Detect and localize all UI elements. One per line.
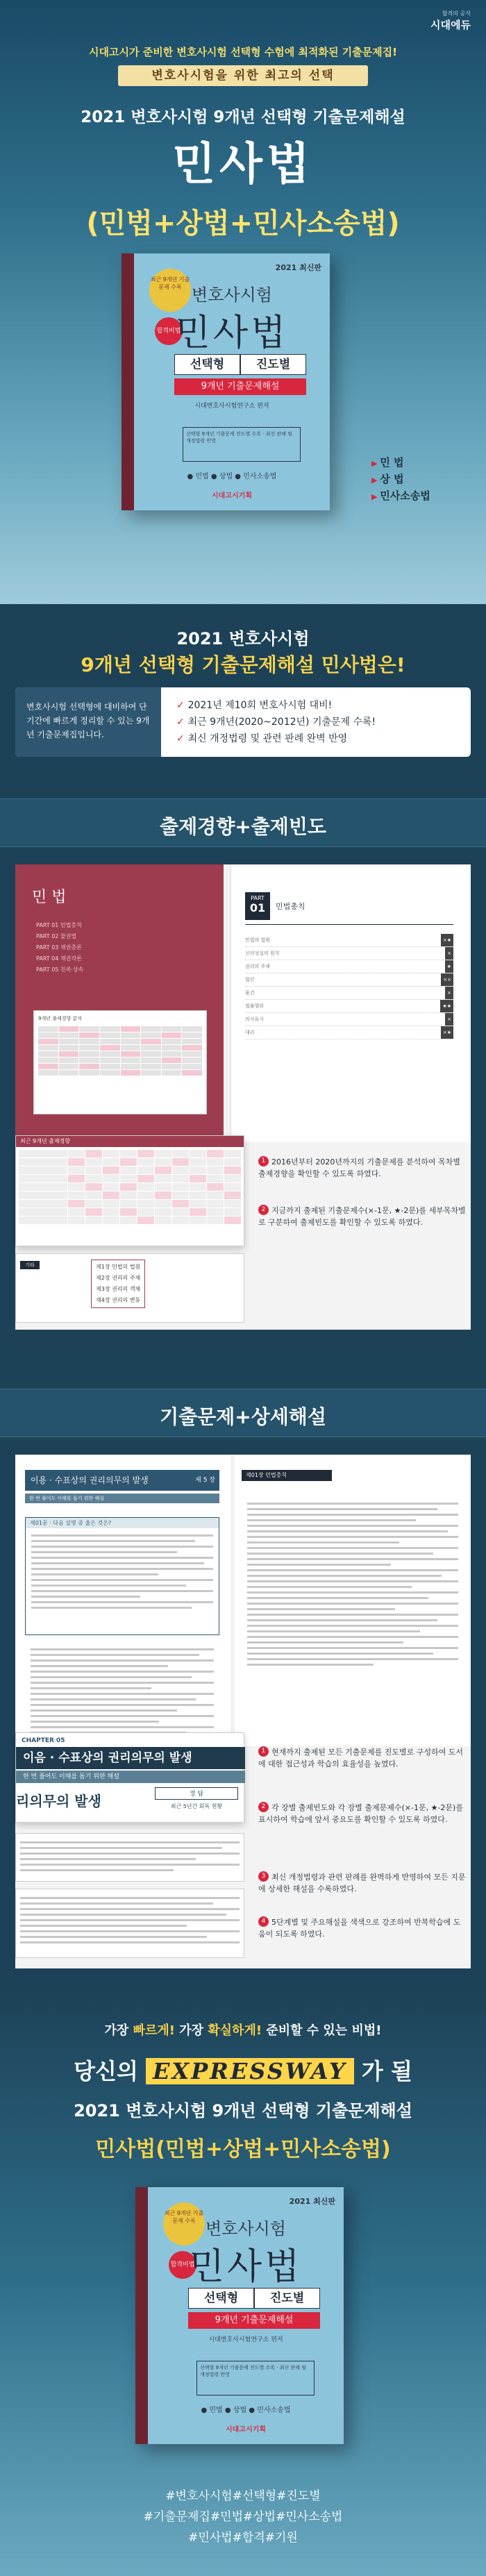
feature-box	[15, 687, 471, 757]
divider	[245, 924, 453, 925]
question-text	[26, 1528, 219, 1615]
brand-name: 시대에듀	[430, 19, 471, 31]
toc-line: PART 02 물권법	[36, 933, 77, 939]
subject-list	[371, 455, 430, 505]
book-name: 민사법	[175, 312, 289, 354]
book-publisher: 시대고시기획	[226, 2426, 266, 2434]
question-page-right	[235, 1455, 471, 1746]
zoom-chapter: CHAPTER 05	[22, 1737, 65, 1744]
chapter-badge	[245, 892, 270, 920]
answer-text	[25, 1642, 219, 1740]
zoom-explanation-2	[15, 1889, 244, 1958]
trend-table-title: 9개년 출제경향 분석	[38, 1016, 82, 1021]
explanation-text	[242, 1496, 464, 1672]
toc-line: PART 03 채권총론	[36, 944, 82, 951]
feature-summary: 변호사시험 선택형에 대비하여 단기간에 빠르게 정리할 수 있는 9개년 기출문제집입니다.	[15, 687, 161, 757]
chapter-label: PART	[251, 895, 265, 901]
zoom-answer-note: 최근 5년간 회독 현황	[170, 1803, 223, 1809]
chapter-row: 대리 ×★	[245, 1026, 453, 1039]
chapter-row: 권리의 주체 ★	[245, 960, 453, 973]
hero-title: 민사법	[172, 139, 314, 190]
section-header-trend	[0, 798, 486, 847]
question-preview	[15, 1455, 471, 1968]
zoom-chapter-title: 이음 · 수표상의 권리의무의 발생	[16, 1747, 245, 1769]
feature-point: ✓ 최근 9개년(2020~2012년) 기출문제 수록!	[176, 714, 376, 730]
subject-item: ▶ 상 법	[371, 471, 430, 488]
book-year: 2021 최신판	[275, 263, 321, 272]
frequency-line: 제2장 권리의 주체	[96, 1275, 141, 1281]
sample-page-right	[231, 864, 471, 1142]
question-note-4: 4 5단계별 및 주요해설을 색색으로 강조하여 반복학습에 도움이 되도록 하였다.	[258, 1918, 461, 1939]
hero-section	[0, 0, 486, 604]
zoom-big-title: 리의무의 발생	[16, 1793, 101, 1809]
sample-page-title: 민 법	[32, 889, 67, 906]
frequency-line: 제3장 권리의 객체	[96, 1286, 141, 1292]
sample-page-left	[15, 864, 224, 1142]
book-author: 시대변호사시험연구소 편저	[208, 2336, 283, 2343]
note-number: 4	[258, 1916, 269, 1927]
section-header-questions	[0, 1389, 486, 1437]
book-tags	[188, 2288, 320, 2309]
book-badge: 최근 9개년 기출문제 수록	[163, 2202, 205, 2245]
trend-grid	[38, 1026, 202, 1076]
section-title: 출제경향+출제빈도	[160, 815, 326, 838]
hashtag-line: #변호사시험#선택형#진도별	[165, 2489, 321, 2503]
toc-line: PART 04 채권각론	[36, 955, 82, 962]
zoom-chapter-frequency	[15, 1253, 244, 1323]
question-note-1: 1 현재까지 출제된 모든 기출문제를 진도별로 구성하여 도서에 대한 접근성과 학습의 효율성을 높였다.	[258, 1748, 464, 1768]
note-number: 2	[258, 1802, 269, 1812]
chapter-row: 민법의 법원 ×★	[245, 934, 453, 947]
zoom-frequency-list	[91, 1260, 145, 1308]
question-band: 이용 · 수표상의 권리의무의 발생 제 5 장	[25, 1470, 219, 1491]
zoom-trend-table	[15, 1135, 244, 1246]
chapter-row: 법인 ××	[245, 973, 453, 987]
book-red-label: 9개년 기출문제해설	[188, 2312, 320, 2329]
trend-note-2: 2 지금까지 출제된 기출문제수(×-1문, ★-2문)를 세부목차별로 구분하여 출제빈도를 확인할 수 있도록 하였다.	[258, 1206, 466, 1227]
trend-table-thumbnail	[33, 1010, 207, 1114]
question-subband: 한 번 풀어도 이해를 돕기 위한 해설	[25, 1494, 219, 1503]
book-tags	[174, 354, 306, 375]
book-info-box: 선택형 9개년 기출문제 진도별 수록 · 최신 판례 및 개정법령 반영	[183, 427, 301, 462]
hashtag-line: #민사법#합격#기원	[188, 2531, 298, 2545]
expressway-badge: EXPRESSWAY	[146, 2058, 354, 2084]
book-cover	[122, 253, 330, 510]
frequency-line: 제1장 민법의 법원	[96, 1264, 141, 1270]
zoom-chapter-band	[15, 1732, 244, 1823]
question-note-3: 3 최신 개정법령과 관련 판례를 완벽하게 반영하여 모든 지문에 상세한 해설을 수록하였다.	[258, 1873, 466, 1893]
book-year: 2021 최신판	[289, 2197, 335, 2206]
trend-preview	[15, 864, 471, 1330]
hero-intro: 시대고시가 준비한 변호사시험 선택형 수험에 최적화된 기출문제집!	[89, 46, 397, 58]
note-number: 2	[258, 1205, 269, 1215]
hero-subtitle: (민법+상법+민사소송법)	[86, 208, 400, 240]
zoom-chapter-sub: 한 번 풀어도 이해를 돕기 위한 해설	[16, 1771, 245, 1783]
toc-line: PART 01 민법총칙	[36, 922, 82, 928]
zoom-trend-header: 최근 9개년 출제경향	[16, 1136, 244, 1147]
brand-tagline: 합격의 공식	[442, 10, 471, 17]
toc-line: PART 05 친족·상속	[36, 967, 84, 973]
feature-heading: 2021 변호사시험	[176, 629, 310, 649]
book-exam: 변호사시험	[192, 285, 272, 305]
zoom-tag: 기타	[20, 1261, 40, 1269]
book-name: 민사법	[189, 2246, 303, 2288]
closing-line-4: 민사법(민법+상법+민사소송법)	[95, 2137, 391, 2161]
hero-series-title: 2021 변호사시험 9개년 선택형 기출문제해설	[81, 108, 405, 126]
chapter-row: 법률행위 ★★	[245, 1000, 453, 1013]
chapter-title: 민법총칙	[276, 902, 305, 911]
hero-tag: 변호사시험을 위한 최고의 선택	[118, 65, 368, 86]
book-tag: 선택형	[188, 2288, 254, 2309]
closing-section	[0, 1993, 486, 2576]
note-number: 1	[258, 1746, 269, 1757]
subject-item: ▶ 민 법	[371, 455, 430, 471]
book-cover-bottom	[135, 2187, 344, 2444]
book-red-label: 9개년 기출문제해설	[174, 378, 306, 395]
chapter-row: 의사표시 ×	[245, 1013, 453, 1026]
sample-toc	[36, 920, 83, 976]
closing-line-1: 가장 빠르게! 가장 확실하게! 준비할 수 있는 비법!	[104, 2023, 382, 2038]
chapter-rows	[245, 934, 453, 1039]
book-badge-pass: 합격비법	[155, 317, 183, 345]
feature-subheading: 9개년 선택형 기출문제해설 민사법은!	[81, 653, 405, 676]
feature-points	[176, 697, 376, 747]
closing-line-3: 2021 변호사시험 9개년 선택형 기출문제해설	[74, 2101, 412, 2121]
book-info-box: 선택형 9개년 기출문제 진도별 수록 · 최신 판례 및 개정법령 반영	[196, 2361, 315, 2395]
book-author: 시대변호사시험연구소 편저	[194, 403, 269, 410]
feature-section	[0, 604, 486, 778]
answer-band: 제01장 민법총칙	[242, 1470, 332, 1481]
zoom-trend-grid	[16, 1147, 244, 1227]
book-badge-pass: 합격비법	[169, 2251, 196, 2279]
note-number: 3	[258, 1871, 269, 1882]
chapter-row: 신의성실의 원칙 ×	[245, 947, 453, 960]
section-title: 기출문제+상세해설	[160, 1405, 326, 1428]
book-subject-dots: ● 민법 ● 상법 ● 민사소송법	[187, 473, 277, 480]
trend-note-1: 1 2016년부터 2020년까지의 기출문제를 분석하여 목차별 출제경향을 확인할 수 있도록 하였다.	[258, 1157, 460, 1178]
zoom-explanation-1	[15, 1833, 244, 1882]
book-publisher: 시대고시기획	[212, 492, 252, 500]
book-tag: 진도별	[254, 2288, 320, 2309]
question-box	[25, 1517, 219, 1635]
book-tag: 진도별	[240, 354, 306, 375]
question-page-left	[15, 1455, 231, 1746]
feature-point: ✓ 최신 개정법령 및 관련 판례 완벽 반영	[176, 730, 376, 747]
question-note-2: 2 각 장별 출제빈도와 각 장별 출제문제수(×-1문, ★-2문)를 표시하여 학습에 앞서 중요도를 확인할 수 있도록 하였다.	[258, 1803, 463, 1824]
hashtag-list	[0, 2486, 486, 2548]
book-tag: 선택형	[174, 354, 240, 375]
book-badge: 최근 9개년 기출문제 수록	[149, 269, 191, 312]
feature-point: ✓ 2021년 제10회 변호사시험 대비!	[176, 697, 376, 714]
closing-line-2: 당신의 EXPRESSWAY 가 될	[74, 2058, 412, 2084]
note-number: 1	[258, 1156, 269, 1166]
chapter-row: 물건 ×	[245, 987, 453, 1000]
question-head: 제01문 · 다음 설명 중 옳은 것은?	[26, 1518, 219, 1528]
chapter-number: 01	[249, 901, 266, 914]
book-exam: 변호사시험	[206, 2219, 286, 2239]
frequency-line: 제4장 권리의 변동	[96, 1297, 141, 1303]
brand-logo[interactable]	[430, 10, 471, 32]
book-subject-dots: ● 민법 ● 상법 ● 민사소송법	[201, 2407, 291, 2414]
subject-item: ▶ 민사소송법	[371, 488, 430, 505]
hashtag-line: #기출문제집#민법#상법#민사소송법	[143, 2510, 343, 2524]
zoom-answer-tab: 정 답	[155, 1787, 238, 1800]
